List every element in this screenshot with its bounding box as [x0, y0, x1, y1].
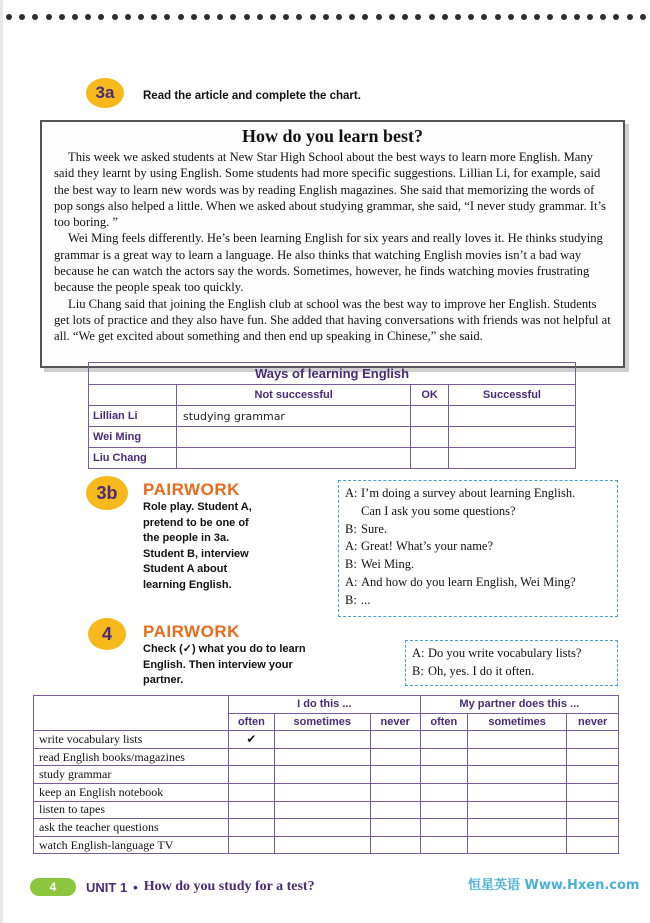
border-dot — [495, 14, 501, 20]
activity-label: write vocabulary lists — [34, 731, 229, 749]
border-dot — [415, 14, 421, 20]
chart-cell[interactable]: studying grammar — [177, 406, 411, 427]
check-cell[interactable] — [420, 748, 467, 766]
border-dot — [323, 14, 329, 20]
check-cell[interactable] — [420, 819, 467, 837]
check-cell[interactable] — [370, 836, 420, 854]
check-cell[interactable] — [274, 783, 370, 801]
activity-label: watch English-language TV — [34, 836, 229, 854]
table-row — [34, 748, 619, 766]
check-cell[interactable] — [370, 748, 420, 766]
table-row — [34, 783, 619, 801]
border-dot — [442, 14, 448, 20]
border-dot — [244, 14, 250, 20]
border-dot — [217, 14, 223, 20]
check-cell[interactable] — [370, 766, 420, 784]
section-4-dialog — [405, 640, 618, 686]
watermark: 恒星英语 Www.Hxen.com — [468, 878, 640, 893]
frequency-header: never — [370, 713, 420, 731]
article-box — [40, 120, 625, 368]
dialog-line: B: Wei Ming. — [345, 557, 415, 572]
border-dot — [574, 14, 580, 20]
dialog-line: A: I’m doing a survey about learning English. — [345, 486, 576, 500]
chart-row-label: Wei Ming — [89, 427, 177, 448]
description-line: partner. — [143, 674, 184, 686]
border-dot — [508, 14, 514, 20]
border-dot — [72, 14, 78, 20]
border-dot — [19, 14, 25, 20]
check-cell[interactable] — [567, 801, 619, 819]
check-cell[interactable] — [420, 836, 467, 854]
frequency-header: sometimes — [468, 713, 567, 731]
page-footer — [30, 876, 315, 898]
border-dot — [257, 14, 263, 20]
check-cell[interactable]: ✔ — [229, 731, 275, 749]
border-dot — [138, 14, 144, 20]
chart-column-header: Successful — [448, 385, 575, 406]
border-dot — [627, 14, 633, 20]
description-line: Student A about — [143, 563, 228, 575]
border-dot — [112, 14, 118, 20]
border-dot — [468, 14, 474, 20]
check-cell[interactable] — [229, 748, 275, 766]
chart-title: Ways of learning English — [89, 363, 576, 385]
dialog-line: B: ... — [345, 592, 371, 607]
dotted-border — [6, 14, 646, 26]
description-line: Role play. Student A, — [143, 501, 252, 513]
check-cell[interactable] — [229, 819, 275, 837]
chart-row-label: Liu Chang — [89, 448, 177, 469]
chart-column-header: Not successful — [177, 385, 411, 406]
unit-title: How do you study for a test? — [143, 879, 315, 894]
activity-label: read English books/magazines — [34, 748, 229, 766]
chart-cell[interactable] — [448, 448, 575, 469]
chart-cell[interactable] — [411, 427, 449, 448]
border-dot — [85, 14, 91, 20]
border-dot — [151, 14, 157, 20]
description-line: learning English. — [143, 578, 232, 591]
section-4-heading: PAIRWORK — [143, 622, 240, 641]
border-dot — [481, 14, 487, 20]
check-cell[interactable] — [420, 766, 467, 784]
check-cell[interactable] — [274, 766, 370, 784]
border-dot — [600, 14, 606, 20]
check-cell[interactable] — [567, 836, 619, 854]
frequency-header: often — [420, 713, 467, 731]
border-dot — [296, 14, 302, 20]
border-dot — [521, 14, 527, 20]
border-dot — [32, 14, 38, 20]
check-cell[interactable] — [274, 801, 370, 819]
border-dot — [230, 14, 236, 20]
frequency-header: sometimes — [274, 713, 370, 731]
border-dot — [46, 14, 52, 20]
check-cell[interactable] — [567, 819, 619, 837]
section-4-badge: 4 — [88, 618, 126, 650]
border-dot — [349, 14, 355, 20]
chart-cell[interactable] — [177, 448, 411, 469]
chart-cell[interactable] — [411, 406, 449, 427]
check-cell[interactable] — [468, 766, 567, 784]
study-habits-table — [33, 695, 619, 854]
chart-cell[interactable] — [448, 406, 575, 427]
border-dot — [164, 14, 170, 20]
dialog-line: B: Sure. — [345, 521, 388, 536]
border-dot — [455, 14, 461, 20]
group-header: I do this ... — [229, 696, 421, 714]
check-cell[interactable] — [274, 748, 370, 766]
border-dot — [613, 14, 619, 20]
page-edge — [0, 0, 3, 923]
table-row — [34, 731, 619, 749]
chart-cell[interactable] — [411, 448, 449, 469]
check-cell[interactable] — [370, 783, 420, 801]
check-cell[interactable] — [468, 801, 567, 819]
article-paragraph: This week we asked students at New Star High School about the best ways to learn more English. Many said they learnt by using English. Some students had more specific suggestions. Lillian Li, for example, said the best way to learn new words was by reading English magazines. She said that memorizing the words of pop songs also helped a little. When we asked about studying grammar, she said, “I never study grammar. It’s too boring. ” — [54, 150, 606, 230]
group-header: My partner does this ... — [420, 696, 618, 714]
border-dot — [59, 14, 65, 20]
check-cell[interactable] — [229, 783, 275, 801]
border-dot — [178, 14, 184, 20]
border-dot — [336, 14, 342, 20]
dialog-line: A: And how do you learn English, Wei Ming? — [345, 574, 576, 589]
section-3b-description — [143, 500, 252, 593]
chart-cell[interactable] — [177, 427, 411, 448]
activity-label: study grammar — [34, 766, 229, 784]
article-paragraph: Liu Chang said that joining the English club at school was the best way to improve her English. Students get lots of practice and they also have fun. She added that having conversations with friends was not helpful at all. “We get excited about something and then end up speaking in Chinese,” she said. — [54, 296, 611, 344]
border-dot — [547, 14, 553, 20]
check-cell[interactable] — [468, 836, 567, 854]
dialog-line: B: Oh, yes. I do it often. — [412, 663, 535, 678]
check-cell[interactable] — [229, 766, 275, 784]
border-dot — [587, 14, 593, 20]
check-cell[interactable] — [229, 801, 275, 819]
section-3b-heading: PAIRWORK — [143, 480, 240, 499]
check-cell[interactable] — [567, 731, 619, 749]
check-cell[interactable] — [468, 748, 567, 766]
article-paragraph: Wei Ming feels differently. He’s been learning English for six years and really loves it. He thinks studying grammar is a great way to learn a language. He also thinks that watching English movies isn’t a bad way because he can watch the actors say the words. Sometimes, however, he finds watching movies frustrating because the people speak too quickly. — [54, 231, 603, 295]
activity-label: listen to tapes — [34, 801, 229, 819]
article-title: How do you learn best? — [241, 126, 423, 146]
chart-column-header: OK — [411, 385, 449, 406]
description-line: pretend to be one of — [143, 516, 249, 529]
chart-cell[interactable] — [448, 427, 575, 448]
border-dot — [310, 14, 316, 20]
check-cell[interactable] — [229, 836, 275, 854]
description-line: English. Then interview your — [143, 658, 293, 671]
table-row — [34, 836, 619, 854]
check-cell[interactable] — [567, 748, 619, 766]
border-dot — [389, 14, 395, 20]
description-line: Student B, interview — [143, 547, 249, 560]
table-row — [34, 819, 619, 837]
check-cell[interactable] — [468, 731, 567, 749]
section-4-description — [143, 642, 306, 689]
check-cell[interactable] — [567, 783, 619, 801]
border-dot — [534, 14, 540, 20]
check-cell[interactable] — [274, 836, 370, 854]
check-cell[interactable] — [468, 819, 567, 837]
page-number: 4 — [30, 878, 76, 896]
check-cell[interactable] — [420, 731, 467, 749]
check-cell[interactable] — [567, 766, 619, 784]
dialog-line: A: Do you write vocabulary lists? — [412, 646, 582, 660]
check-cell[interactable] — [274, 731, 370, 749]
border-dot — [6, 14, 12, 20]
article-body — [54, 149, 611, 345]
unit-label: UNIT 1 — [86, 879, 128, 895]
dialog-line: Can I ask you some questions? — [361, 503, 516, 518]
activity-label: ask the teacher questions — [34, 819, 229, 837]
border-dot — [270, 14, 276, 20]
check-cell[interactable] — [370, 731, 420, 749]
section-3b-badge: 3b — [86, 476, 128, 510]
chart-row-label: Lillian Li — [89, 406, 177, 427]
check-cell[interactable] — [370, 801, 420, 819]
frequency-header: never — [567, 713, 619, 731]
table-row — [34, 766, 619, 784]
frequency-header: often — [229, 713, 275, 731]
check-cell[interactable] — [370, 819, 420, 837]
check-cell[interactable] — [420, 801, 467, 819]
dialog-line: A: Great! What’s your name? — [345, 539, 494, 554]
border-dot — [402, 14, 408, 20]
chart-corner — [89, 385, 177, 406]
border-dot — [191, 14, 197, 20]
table-corner — [34, 696, 229, 731]
border-dot — [429, 14, 435, 20]
border-dot — [98, 14, 104, 20]
section-3a-instruction: Read the article and complete the chart. — [143, 90, 361, 102]
description-line: Check (✓) what you do to learn — [143, 643, 306, 655]
check-cell[interactable] — [420, 783, 467, 801]
footer-bullet: • — [133, 879, 138, 895]
section-3a-badge: 3a — [86, 78, 124, 108]
description-line: the people in 3a. — [143, 532, 230, 544]
section-3b-dialog — [338, 480, 618, 617]
border-dot — [561, 14, 567, 20]
learning-ways-chart — [88, 362, 576, 469]
check-cell[interactable] — [274, 819, 370, 837]
border-dot — [640, 14, 646, 20]
activity-label: keep an English notebook — [34, 783, 229, 801]
check-cell[interactable] — [468, 783, 567, 801]
table-row — [34, 801, 619, 819]
border-dot — [376, 14, 382, 20]
border-dot — [125, 14, 131, 20]
border-dot — [362, 14, 368, 20]
border-dot — [283, 14, 289, 20]
border-dot — [204, 14, 210, 20]
